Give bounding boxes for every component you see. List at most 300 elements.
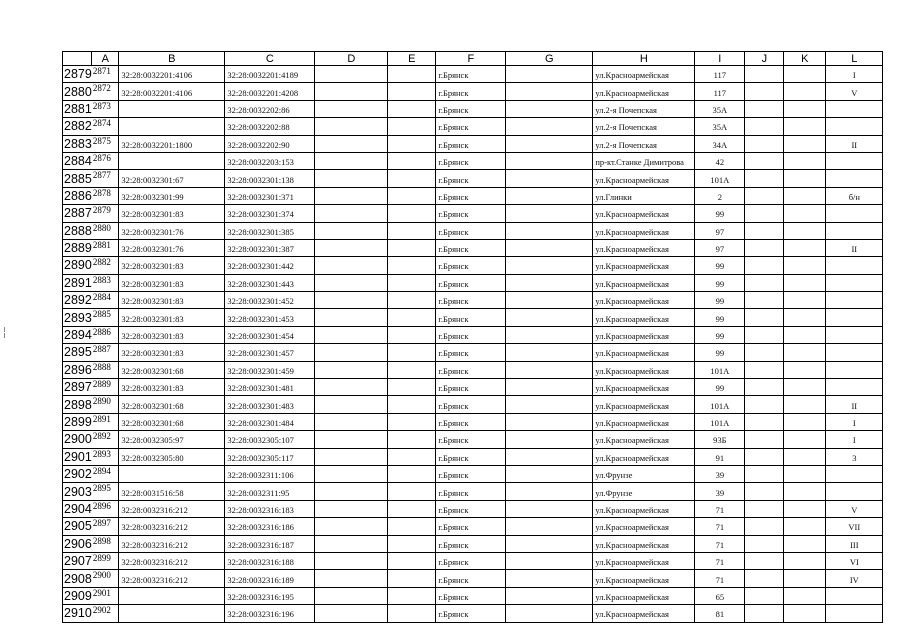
cell-g[interactable] <box>506 222 593 239</box>
cell-l[interactable] <box>826 605 883 622</box>
cell-h[interactable]: пр-кт.Станке Димитрова <box>593 152 695 169</box>
cell-a[interactable]: 2894 <box>92 465 119 482</box>
cell-h[interactable]: ул.Красноармейская <box>593 500 695 517</box>
cell-d[interactable] <box>315 205 388 222</box>
cell-g[interactable] <box>506 465 593 482</box>
cell-h[interactable]: ул.Красноармейская <box>593 570 695 587</box>
cell-g[interactable] <box>506 257 593 274</box>
cell-f[interactable]: г.Брянск <box>436 518 506 535</box>
cell-j[interactable] <box>745 292 784 309</box>
cell-k[interactable] <box>784 379 826 396</box>
cell-i[interactable]: 117 <box>695 83 745 100</box>
cell-a[interactable]: 2889 <box>92 379 119 396</box>
cell-c[interactable]: 32:28:0032316:186 <box>225 518 315 535</box>
cell-e[interactable] <box>388 500 436 517</box>
row-number[interactable]: 2897 <box>64 380 92 395</box>
cell-j[interactable] <box>745 152 784 169</box>
cell-g[interactable] <box>506 570 593 587</box>
cell-k[interactable] <box>784 465 826 482</box>
column-header-a[interactable]: A <box>92 52 119 66</box>
cell-h[interactable]: ул.Красноармейская <box>593 535 695 552</box>
cell-j[interactable] <box>745 83 784 100</box>
cell-l[interactable] <box>826 379 883 396</box>
cell-d[interactable] <box>315 500 388 517</box>
row-number[interactable]: 2887 <box>64 206 92 221</box>
cell-e[interactable] <box>388 152 436 169</box>
cell-g[interactable] <box>506 344 593 361</box>
cell-g[interactable] <box>506 361 593 378</box>
row-number[interactable]: 2884 <box>64 154 92 169</box>
cell-l[interactable] <box>826 274 883 291</box>
cell-e[interactable] <box>388 257 436 274</box>
cell-b[interactable]: 32:28:0032201:4106 <box>119 66 225 83</box>
cell-j[interactable] <box>745 431 784 448</box>
cell-d[interactable] <box>315 552 388 569</box>
cell-i[interactable]: 99 <box>695 326 745 343</box>
cell-k[interactable] <box>784 205 826 222</box>
cell-l[interactable] <box>826 100 883 117</box>
cell-b[interactable]: 32:28:0032301:83 <box>119 326 225 343</box>
cell-b[interactable] <box>119 587 225 604</box>
cell-e[interactable] <box>388 326 436 343</box>
cell-c[interactable]: 32:28:0032202:88 <box>225 118 315 135</box>
cell-i[interactable]: 71 <box>695 552 745 569</box>
cell-c[interactable]: 32:28:0032301:443 <box>225 274 315 291</box>
cell-k[interactable] <box>784 535 826 552</box>
cell-f[interactable]: г.Брянск <box>436 135 506 152</box>
cell-b[interactable]: 32:28:0032301:83 <box>119 205 225 222</box>
cell-k[interactable] <box>784 413 826 430</box>
cell-i[interactable]: 99 <box>695 344 745 361</box>
cell-d[interactable] <box>315 396 388 413</box>
cell-c[interactable]: 32:28:0032301:457 <box>225 344 315 361</box>
cell-h[interactable]: ул.Красноармейская <box>593 66 695 83</box>
cell-h[interactable]: ул.Красноармейская <box>593 379 695 396</box>
cell-c[interactable]: 32:28:0032301:138 <box>225 170 315 187</box>
cell-j[interactable] <box>745 118 784 135</box>
cell-b[interactable]: 32:28:0032305:80 <box>119 448 225 465</box>
cell-j[interactable] <box>745 483 784 500</box>
cell-l[interactable] <box>826 361 883 378</box>
cell-d[interactable] <box>315 118 388 135</box>
cell-f[interactable]: г.Брянск <box>436 535 506 552</box>
row-number[interactable]: 2904 <box>64 501 92 516</box>
cell-c[interactable]: 32:28:0032311:95 <box>225 483 315 500</box>
cell-h[interactable]: ул.Красноармейская <box>593 448 695 465</box>
cell-h[interactable]: ул.2-я Почепская <box>593 118 695 135</box>
row-number[interactable]: 2906 <box>64 536 92 551</box>
cell-j[interactable] <box>745 361 784 378</box>
cell-g[interactable] <box>506 100 593 117</box>
cell-b[interactable]: 32:28:0032316:212 <box>119 552 225 569</box>
cell-a[interactable]: 2872 <box>92 83 119 100</box>
cell-c[interactable]: 32:28:0032316:195 <box>225 587 315 604</box>
cell-f[interactable]: г.Брянск <box>436 205 506 222</box>
cell-a[interactable]: 2878 <box>92 187 119 204</box>
cell-f[interactable]: г.Брянск <box>436 344 506 361</box>
cell-j[interactable] <box>745 379 784 396</box>
cell-l[interactable]: VII <box>826 518 883 535</box>
cell-h[interactable]: ул.Красноармейская <box>593 413 695 430</box>
cell-d[interactable] <box>315 100 388 117</box>
cell-b[interactable]: 32:28:0032316:212 <box>119 570 225 587</box>
cell-e[interactable] <box>388 274 436 291</box>
cell-e[interactable] <box>388 239 436 256</box>
cell-d[interactable] <box>315 257 388 274</box>
cell-a[interactable]: 2898 <box>92 535 119 552</box>
cell-f[interactable]: г.Брянск <box>436 152 506 169</box>
cell-e[interactable] <box>388 413 436 430</box>
row-number[interactable]: 2905 <box>64 519 92 534</box>
cell-i[interactable]: 71 <box>695 500 745 517</box>
cell-j[interactable] <box>745 170 784 187</box>
cell-c[interactable]: 32:28:0032311:106 <box>225 465 315 482</box>
cell-k[interactable] <box>784 292 826 309</box>
cell-e[interactable] <box>388 135 436 152</box>
cell-g[interactable] <box>506 187 593 204</box>
cell-f[interactable]: г.Брянск <box>436 605 506 622</box>
cell-c[interactable]: 32:28:0032202:90 <box>225 135 315 152</box>
cell-a[interactable]: 2900 <box>92 570 119 587</box>
row-number[interactable]: 2902 <box>64 467 92 482</box>
cell-h[interactable]: ул.Красноармейская <box>593 361 695 378</box>
cell-a[interactable]: 2884 <box>92 292 119 309</box>
cell-b[interactable]: 32:28:0032301:83 <box>119 292 225 309</box>
row-number[interactable]: 2889 <box>64 241 92 256</box>
cell-f[interactable]: г.Брянск <box>436 587 506 604</box>
cell-l[interactable] <box>826 309 883 326</box>
cell-k[interactable] <box>784 361 826 378</box>
cell-b[interactable]: 32:28:0032201:1800 <box>119 135 225 152</box>
cell-h[interactable]: ул.Красноармейская <box>593 83 695 100</box>
cell-j[interactable] <box>745 309 784 326</box>
cell-c[interactable]: 32:28:0032201:4208 <box>225 83 315 100</box>
cell-k[interactable] <box>784 326 826 343</box>
cell-d[interactable] <box>315 344 388 361</box>
column-header-k[interactable]: K <box>784 52 826 66</box>
cell-b[interactable]: 32:28:0032316:212 <box>119 500 225 517</box>
cell-a[interactable]: 2871 <box>92 66 119 83</box>
row-number[interactable]: 2890 <box>64 258 92 273</box>
cell-i[interactable]: 35А <box>695 100 745 117</box>
cell-g[interactable] <box>506 448 593 465</box>
cell-f[interactable]: г.Брянск <box>436 500 506 517</box>
cell-e[interactable] <box>388 187 436 204</box>
cell-l[interactable]: I <box>826 413 883 430</box>
cell-f[interactable]: г.Брянск <box>436 326 506 343</box>
column-header-e[interactable]: E <box>388 52 436 66</box>
cell-k[interactable] <box>784 118 826 135</box>
cell-d[interactable] <box>315 379 388 396</box>
cell-l[interactable] <box>826 257 883 274</box>
cell-f[interactable]: г.Брянск <box>436 396 506 413</box>
cell-g[interactable] <box>506 170 593 187</box>
cell-k[interactable] <box>784 587 826 604</box>
cell-b[interactable]: 32:28:0032301:83 <box>119 257 225 274</box>
cell-l[interactable] <box>826 344 883 361</box>
cell-b[interactable]: 32:28:0032301:83 <box>119 274 225 291</box>
cell-d[interactable] <box>315 274 388 291</box>
cell-j[interactable] <box>745 222 784 239</box>
cell-h[interactable]: ул.Красноармейская <box>593 205 695 222</box>
cell-f[interactable]: г.Брянск <box>436 448 506 465</box>
cell-i[interactable]: 101А <box>695 361 745 378</box>
cell-i[interactable]: 97 <box>695 239 745 256</box>
cell-k[interactable] <box>784 518 826 535</box>
cell-h[interactable]: ул.Красноармейская <box>593 518 695 535</box>
cell-g[interactable] <box>506 239 593 256</box>
cell-f[interactable]: г.Брянск <box>436 361 506 378</box>
cell-l[interactable]: II <box>826 396 883 413</box>
cell-b[interactable]: 32:28:0032301:67 <box>119 170 225 187</box>
cell-d[interactable] <box>315 605 388 622</box>
cell-f[interactable]: г.Брянск <box>436 100 506 117</box>
cell-g[interactable] <box>506 135 593 152</box>
column-header-b[interactable]: B <box>119 52 225 66</box>
cell-g[interactable] <box>506 587 593 604</box>
cell-i[interactable]: 101А <box>695 396 745 413</box>
cell-g[interactable] <box>506 118 593 135</box>
cell-h[interactable]: ул.Красноармейская <box>593 587 695 604</box>
cell-h[interactable]: ул.Фрунзе <box>593 483 695 500</box>
cell-j[interactable] <box>745 448 784 465</box>
cell-i[interactable]: 101А <box>695 413 745 430</box>
cell-l[interactable]: VI <box>826 552 883 569</box>
cell-c[interactable]: 32:28:0032301:481 <box>225 379 315 396</box>
cell-i[interactable]: 99 <box>695 257 745 274</box>
cell-h[interactable]: ул.Красноармейская <box>593 344 695 361</box>
cell-l[interactable] <box>826 222 883 239</box>
cell-k[interactable] <box>784 222 826 239</box>
row-number[interactable]: 2881 <box>64 101 92 116</box>
cell-k[interactable] <box>784 309 826 326</box>
cell-f[interactable]: г.Брянск <box>436 170 506 187</box>
cell-g[interactable] <box>506 518 593 535</box>
cell-j[interactable] <box>745 570 784 587</box>
cell-i[interactable]: 71 <box>695 535 745 552</box>
cell-i[interactable]: 2 <box>695 187 745 204</box>
cell-l[interactable]: I <box>826 66 883 83</box>
column-header-c[interactable]: C <box>225 52 315 66</box>
cell-d[interactable] <box>315 483 388 500</box>
cell-f[interactable]: г.Брянск <box>436 257 506 274</box>
cell-f[interactable]: г.Брянск <box>436 66 506 83</box>
cell-f[interactable]: г.Брянск <box>436 83 506 100</box>
column-header-d[interactable]: D <box>315 52 388 66</box>
cell-c[interactable]: 32:28:0032301:484 <box>225 413 315 430</box>
cell-j[interactable] <box>745 257 784 274</box>
cell-c[interactable]: 32:28:0032301:374 <box>225 205 315 222</box>
cell-a[interactable]: 2886 <box>92 326 119 343</box>
cell-k[interactable] <box>784 448 826 465</box>
cell-b[interactable]: 32:28:0032316:212 <box>119 535 225 552</box>
cell-d[interactable] <box>315 431 388 448</box>
cell-e[interactable] <box>388 605 436 622</box>
cell-f[interactable]: г.Брянск <box>436 465 506 482</box>
cell-j[interactable] <box>745 535 784 552</box>
cell-b[interactable]: 32:28:0032301:83 <box>119 344 225 361</box>
cell-j[interactable] <box>745 465 784 482</box>
cell-k[interactable] <box>784 431 826 448</box>
cell-c[interactable]: 32:28:0032301:453 <box>225 309 315 326</box>
cell-a[interactable]: 2892 <box>92 431 119 448</box>
cell-g[interactable] <box>506 431 593 448</box>
cell-a[interactable]: 2885 <box>92 309 119 326</box>
cell-g[interactable] <box>506 326 593 343</box>
cell-g[interactable] <box>506 292 593 309</box>
cell-k[interactable] <box>784 257 826 274</box>
cell-j[interactable] <box>745 205 784 222</box>
cell-e[interactable] <box>388 535 436 552</box>
cell-a[interactable]: 2897 <box>92 518 119 535</box>
cell-k[interactable] <box>784 570 826 587</box>
cell-i[interactable]: 35А <box>695 118 745 135</box>
cell-a[interactable]: 2887 <box>92 344 119 361</box>
cell-h[interactable]: ул.Красноармейская <box>593 605 695 622</box>
cell-h[interactable]: ул.Красноармейская <box>593 239 695 256</box>
cell-g[interactable] <box>506 152 593 169</box>
cell-e[interactable] <box>388 309 436 326</box>
cell-i[interactable]: 101А <box>695 170 745 187</box>
cell-a[interactable]: 2883 <box>92 274 119 291</box>
cell-a[interactable]: 2875 <box>92 135 119 152</box>
cell-h[interactable]: ул.Глинки <box>593 187 695 204</box>
cell-i[interactable]: 34А <box>695 135 745 152</box>
cell-j[interactable] <box>745 66 784 83</box>
cell-a[interactable]: 2896 <box>92 500 119 517</box>
cell-k[interactable] <box>784 552 826 569</box>
cell-e[interactable] <box>388 205 436 222</box>
cell-e[interactable] <box>388 118 436 135</box>
cell-f[interactable]: г.Брянск <box>436 379 506 396</box>
cell-l[interactable] <box>826 152 883 169</box>
row-number[interactable]: 2885 <box>64 171 92 186</box>
row-number[interactable]: 2900 <box>64 432 92 447</box>
cell-d[interactable] <box>315 66 388 83</box>
cell-f[interactable]: г.Брянск <box>436 413 506 430</box>
cell-b[interactable]: 32:28:0032301:83 <box>119 379 225 396</box>
cell-k[interactable] <box>784 500 826 517</box>
cell-a[interactable]: 2895 <box>92 483 119 500</box>
cell-d[interactable] <box>315 448 388 465</box>
cell-h[interactable]: ул.Красноармейская <box>593 257 695 274</box>
cell-e[interactable] <box>388 587 436 604</box>
cell-c[interactable]: 32:28:0032301:442 <box>225 257 315 274</box>
cell-d[interactable] <box>315 152 388 169</box>
cell-h[interactable]: ул.Красноармейская <box>593 292 695 309</box>
cell-d[interactable] <box>315 535 388 552</box>
cell-k[interactable] <box>784 274 826 291</box>
row-number[interactable]: 2892 <box>64 293 92 308</box>
row-number[interactable]: 2899 <box>64 415 92 429</box>
row-number[interactable]: 2910 <box>64 606 92 621</box>
column-header-h[interactable]: H <box>593 52 695 66</box>
cell-g[interactable] <box>506 83 593 100</box>
cell-b[interactable]: 32:28:0032301:76 <box>119 222 225 239</box>
cell-h[interactable]: ул.Красноармейская <box>593 170 695 187</box>
cell-f[interactable]: г.Брянск <box>436 274 506 291</box>
cell-c[interactable]: 32:28:0032301:459 <box>225 361 315 378</box>
cell-l[interactable]: I <box>826 431 883 448</box>
cell-b[interactable]: 32:28:0032316:212 <box>119 518 225 535</box>
row-number[interactable]: 2882 <box>64 119 92 134</box>
cell-k[interactable] <box>784 605 826 622</box>
cell-d[interactable] <box>315 170 388 187</box>
row-number[interactable]: 2888 <box>64 223 92 238</box>
row-number[interactable]: 2894 <box>64 328 92 343</box>
cell-a[interactable]: 2899 <box>92 552 119 569</box>
row-number[interactable]: 2901 <box>64 449 92 464</box>
cell-b[interactable]: 32:28:0032301:76 <box>119 239 225 256</box>
cell-j[interactable] <box>745 344 784 361</box>
row-number[interactable]: 2883 <box>64 136 92 151</box>
row-number[interactable]: 2880 <box>64 84 92 99</box>
row-number[interactable]: 2891 <box>64 275 92 290</box>
cell-i[interactable]: 97 <box>695 222 745 239</box>
cell-a[interactable]: 2880 <box>92 222 119 239</box>
cell-k[interactable] <box>784 483 826 500</box>
cell-i[interactable]: 71 <box>695 518 745 535</box>
cell-k[interactable] <box>784 396 826 413</box>
cell-e[interactable] <box>388 518 436 535</box>
cell-k[interactable] <box>784 187 826 204</box>
cell-d[interactable] <box>315 292 388 309</box>
cell-c[interactable]: 32:28:0032301:371 <box>225 187 315 204</box>
cell-f[interactable]: г.Брянск <box>436 118 506 135</box>
cell-a[interactable]: 2873 <box>92 100 119 117</box>
cell-e[interactable] <box>388 170 436 187</box>
column-header-j[interactable]: J <box>745 52 784 66</box>
cell-h[interactable]: ул.Красноармейская <box>593 431 695 448</box>
cell-a[interactable]: 2890 <box>92 396 119 413</box>
cell-j[interactable] <box>745 135 784 152</box>
cell-h[interactable]: ул.2-я Почепская <box>593 100 695 117</box>
cell-k[interactable] <box>784 135 826 152</box>
cell-a[interactable]: 2901 <box>92 587 119 604</box>
row-number[interactable]: 2909 <box>64 588 92 603</box>
cell-l[interactable] <box>826 205 883 222</box>
cell-b[interactable]: 32:28:0032201:4106 <box>119 83 225 100</box>
cell-j[interactable] <box>745 500 784 517</box>
cell-h[interactable]: ул.Красноармейская <box>593 274 695 291</box>
cell-b[interactable] <box>119 118 225 135</box>
cell-c[interactable]: 32:28:0032301:483 <box>225 396 315 413</box>
cell-e[interactable] <box>388 344 436 361</box>
cell-k[interactable] <box>784 100 826 117</box>
cell-e[interactable] <box>388 379 436 396</box>
cell-e[interactable] <box>388 292 436 309</box>
cell-l[interactable]: IV <box>826 570 883 587</box>
cell-a[interactable]: 2881 <box>92 239 119 256</box>
cell-d[interactable] <box>315 570 388 587</box>
cell-b[interactable]: 32:28:0032305:97 <box>119 431 225 448</box>
cell-k[interactable] <box>784 152 826 169</box>
cell-k[interactable] <box>784 170 826 187</box>
cell-l[interactable]: б/н <box>826 187 883 204</box>
cell-f[interactable]: г.Брянск <box>436 431 506 448</box>
cell-j[interactable] <box>745 552 784 569</box>
cell-d[interactable] <box>315 135 388 152</box>
cell-j[interactable] <box>745 518 784 535</box>
cell-b[interactable]: 32:28:0032301:99 <box>119 187 225 204</box>
cell-l[interactable] <box>826 465 883 482</box>
cell-g[interactable] <box>506 500 593 517</box>
cell-e[interactable] <box>388 66 436 83</box>
cell-g[interactable] <box>506 309 593 326</box>
cell-j[interactable] <box>745 239 784 256</box>
cell-b[interactable]: 32:28:0031516:58 <box>119 483 225 500</box>
cell-f[interactable]: г.Брянск <box>436 570 506 587</box>
